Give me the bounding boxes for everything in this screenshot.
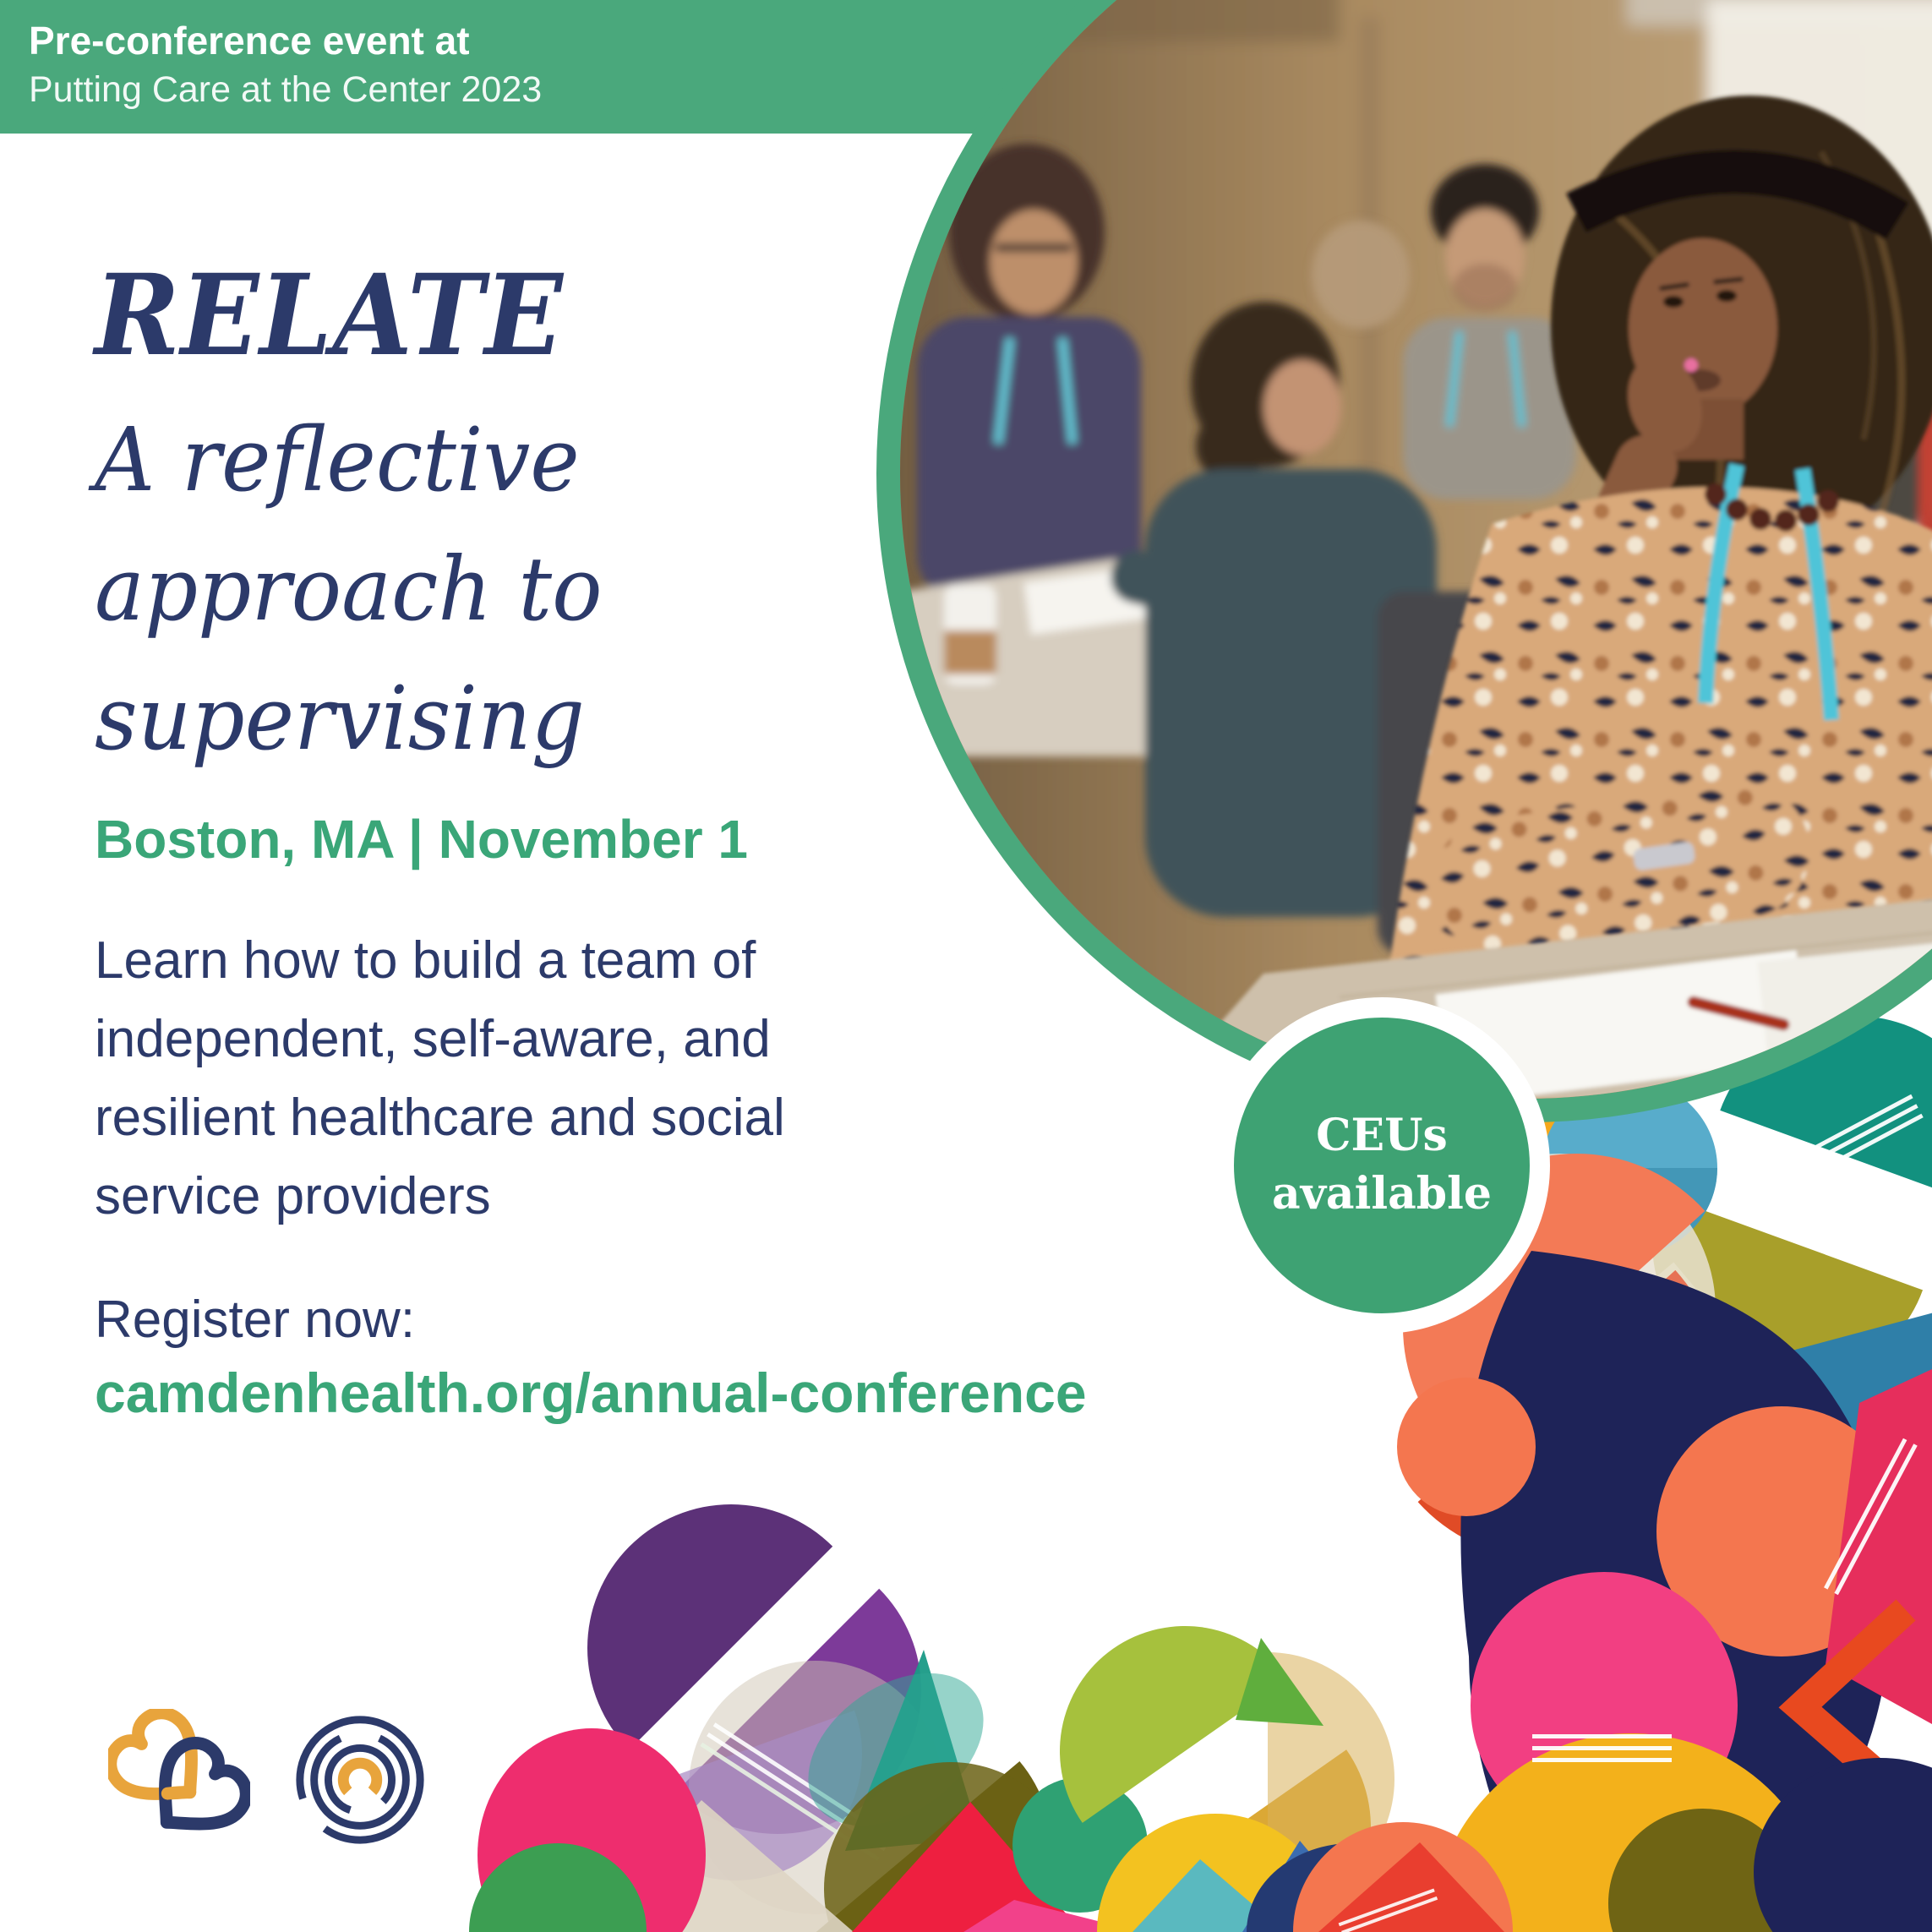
banner-conference-name: Putting Care at the Center 2023: [29, 68, 543, 110]
registration-url-link[interactable]: camdenhealth.org/annual-conference: [95, 1362, 1087, 1424]
event-location-date: Boston, MA | November 1: [95, 809, 748, 870]
description-line: Learn how to build a team of: [95, 931, 756, 990]
logo-row: [108, 1709, 431, 1851]
headline-subtitle: [95, 396, 603, 783]
ceus-badge-line1: CEUs: [1316, 1110, 1448, 1162]
ceus-badge-line2: available: [1272, 1168, 1492, 1220]
description-line: resilient healthcare and social: [95, 1089, 785, 1147]
linked-hearts-logo: [108, 1709, 250, 1851]
subtitle-line: approach to: [95, 537, 603, 641]
headline-title: RELATE: [95, 250, 564, 381]
concentric-c-logo: [289, 1709, 431, 1851]
banner-kicker: Pre-conference event at: [29, 19, 470, 63]
register-label: Register now:: [95, 1291, 416, 1349]
description-line: independent, self-aware, and: [95, 1010, 771, 1068]
subtitle-line: A reflective: [95, 408, 580, 511]
subtitle-line: supervising: [95, 666, 585, 770]
ceus-badge: [1214, 997, 1550, 1334]
banner: [0, 0, 1149, 134]
event-description: [95, 921, 785, 1236]
description-line: service providers: [95, 1167, 491, 1225]
